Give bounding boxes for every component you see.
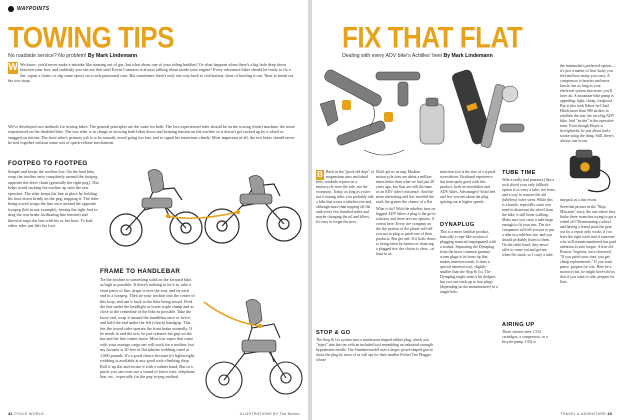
flat-headline: FIX THAT FLAT (342, 19, 523, 55)
stop-go-heading: STOP & GO (316, 330, 351, 336)
footpeg-heading: FOOTPEG TO FOOTPEG (8, 160, 88, 167)
right-magazine-name: TRAVEL & ADVENTURE (560, 412, 607, 416)
footpeg-text: Simple and keeps the towline low. On the lead bike, wrap the towline once completely around the footpeg opposite the drive chain (generally the right peg). This helps avoid sucking the towline up onto the rear sprocket. The rider keeps the line in place by holding his boot down firmly on the peg, trapping it. The rider being towed wraps the line once around the opposite footpeg (left in our example), freeing the right foot to drag the rear brake facilitating line tension) and likewise traps the line with his or her boot. To bail, either rider just lifts his foot. (8, 169, 100, 229)
plug-kit-illustration (440, 64, 532, 168)
flat-col4c: Seen that picture in the "Baja Missions" story, the one where they broke three wrenches trying to get a wheel off? Dismounting a wheel and having a friend pack the gear out for a repair only works if you have the right tools and if someone who will remain numbered has paid attention to axle torque. A true old Boston, Vegetius, once observed, "If you patch your tires, you get cheap replacements." If you want peace, prepare for war. Here be a motorcyclist, he might have told us that if you want to ride, prepare for flats. (560, 205, 616, 284)
right-page-number: 43 (607, 412, 612, 416)
section-tag (8, 6, 49, 12)
flat-byline: By Mark Lindemann (443, 53, 493, 59)
tube-text: With a really bad puncture (like a rock sliced your only fallback option is to carry a tube, tire irons, and a way to remove the old (tubeless) valve stem. While this is a hassle, especially since you need to dismount the wheel from the bike, it still beats walking. Make sure you carry a tube large enough to fit your rim. The tire companies will tell you not to put a tube in a tubeless tire, and you should probably listen to them. On the other hand, they never offer to come out and get me when I'm stuck, so I carry a tube. (502, 178, 556, 257)
flat-standfirst-text: Dealing with every ADV bike's Achilles' heel (342, 53, 443, 59)
repair-tools-illustration (316, 64, 452, 168)
flat-col1-intro (316, 170, 374, 225)
right-page (312, 0, 620, 420)
left-folio (8, 412, 44, 416)
left-page (0, 0, 308, 420)
tube-heading: TUBE TIME (502, 170, 536, 176)
towing-headline: TOWING TIPS (8, 19, 174, 55)
towing-standfirst (8, 53, 208, 59)
flat-col1-more (376, 170, 436, 257)
towing-intro (8, 62, 298, 84)
illustration-credit: ILLUSTRATIONS BY Tim Barker (239, 412, 300, 416)
handlebar-towing-illustration (200, 262, 304, 410)
towing-intro-2: We've developed two methods for towing bikes. The general principles are the same for both: The less experienced rider should be on the towing (front) machine, the more experienced on the disabled bike. The tow rider is in charge of slowing both bikes down and keeping tension on the towline so it doesn't get sucked up by a wheel or snagged on terrain. The front rider's primary job is to be smooth, avoid going too fast, and to signal his intentions clearly. Most important of all, the two bikes should never be tied together without some sort of quick-release mechanism. (8, 124, 295, 146)
flat-col1-text: Back in the "good old days" of magnesium rims and tubed tires, roadside repairs on a motorcycle were the rule, not the exception. Today, as long as you're not a touring rider, you probably ride a bike that wears a tubeless tire and, although more than topping off the tank every few hundred miles and maybe changing the oil and filters, it's easy to forget the tires. (316, 170, 374, 224)
right-folio (560, 412, 612, 416)
left-magazine-name: CYCLE WORLD (13, 412, 44, 416)
dynaplug-heading: DYNAPLUG (440, 222, 475, 228)
flat-col4-top: the minimalist's preferred option—it's just a matter of how lucky you feel and how many you carry. A compressor is heavier and more hassle, but as long as your electrical system functions, you'll have air. A mountain-bike pump is appealing: light, cheap, foolproof. But it also took Editor-in-Chief Hawk more than 900 strokes to reinflate the rear tire on a big ADV bike. And "stroke" is the operative term. Even though Hoyer is firefighterfit, he just about had a stroke using the thing. Still, there's always one in our (560, 64, 615, 143)
airing-heading: AIRING UP (502, 322, 535, 328)
flat-col4b: daypack as a last resort. (560, 198, 598, 202)
drop-cap: W (8, 62, 18, 73)
handlebar-heading: FRAME TO HANDLEBAR (100, 268, 181, 275)
flat-standfirst (342, 53, 562, 59)
intro-text: We know: you'd never make a mistake like running out of gas, but what about one of your riding buddies? Or what happens when there's a big hole deep down between your feet, and suddenly you can see that stuff Kevin Cameron is always talking about inside your engine? Every adventure biker should be ready to fix a flat, repair a chain, or slip some epoxy on a rock-punctured case. But sometimes there's only one way back to civilization, short of hoofing it out. Time to break out the tow strap. (8, 62, 294, 84)
section-label: WAYPOINTS (17, 6, 50, 12)
standfirst-text: No roadside service? No problem! (8, 53, 87, 59)
flat-col2-top: insertion tool is the size of a typical screwdriver. Firsthand experience has been quite good with this product, both on streetbikes and ADV bikes. Advantages? Solid feel and few worries about the plug spitting out at higher speeds. (440, 170, 496, 204)
handlebar-text: Tie the towline to something solid on the forward bike, as high as possible. If there's nothing to tie it to, take a short piece of line, drape it over the seat, and tie each end to a footpeg. Then tie your towline into the center of this loop, and run it back to the bike being towed. Feed the line under the headlight or lower triple clamp and as close to the centerline of the bike as possible. Take the loose end, wrap it around the handlebar once or twice, and hold the end under the left (clutch) handgrip. This lets the towed rider operate the front brake normally. If he needs to end the tow, he just releases his grip on the bar and the line comes loose. Most tow ropes that come with your average cargo net will work for a towline, but my favorite is 20 feet of flat tubular webbing rated at 1,000 pounds. It's a good choice because it's lightweight, webbing is available at any good rock-climbing shop. Roll it up flat and secure it with a rubber band. But in a pinch you can even use a strand of fence wire, telephone line, etc., especially for the peg-to-peg method. (100, 277, 196, 380)
towing-byline: By Mark Lindemann (87, 53, 138, 59)
waypoints-icon (8, 6, 14, 12)
dynaplug-text: This is a more familiar product, basically a rope-like section of plugging material impregnated with a sealant. Separating the Dynaplug from the more common gummy-worm plugs is its brass tip that makes insertion easier. It does a special insertion tool, slightly smaller than the Stop & Go. The Dynaplug might seem a bit dodgier, but you can stack up to four plugs (depending on the manufacturer) in a single hole. (440, 230, 498, 294)
flat-col1b: Don't get us wrong: Modern motorcycle tires are about a million times better than what we had just 20 years ago, but flats are still the bane of an ADV rider's existence. And the more interesting and less traveled the road, the greater the chance of a flat. (376, 170, 435, 204)
flat-col4-middle (560, 198, 616, 285)
footpeg-towing-illustration (104, 150, 304, 260)
left-page-number: 42 (8, 412, 13, 416)
flat-drop-cap: B (317, 170, 323, 179)
stop-go-text: The Stop & Go system uses a mushroom-shaped rubber plug, which you "inject" into the tire with an included tool resembling an industrial-strength hypodermic needle. The Standard model uses a larger, pistol-shaped gun to shoot the plug in; most of us will opt for their smaller Pocket Tire Plugger whose (316, 338, 434, 362)
airing-text: Three choices here: CO2 cartridges, a compressor, or a bicycle pump. CO2 is (502, 330, 548, 344)
flat-col1c: What to do? With the tubeless tires on biggest ADV bikes, a plug is the go-to solution, and there are two options. A caveat here: Every tire company on the dry portion of the planet will tell you not to plug or patch one of their products. But get real: If it boils down to being eaten by hyenas or chancing a plugged tire, the choice is clear—at least to us. (376, 207, 436, 256)
compressor-illustration (558, 142, 618, 194)
